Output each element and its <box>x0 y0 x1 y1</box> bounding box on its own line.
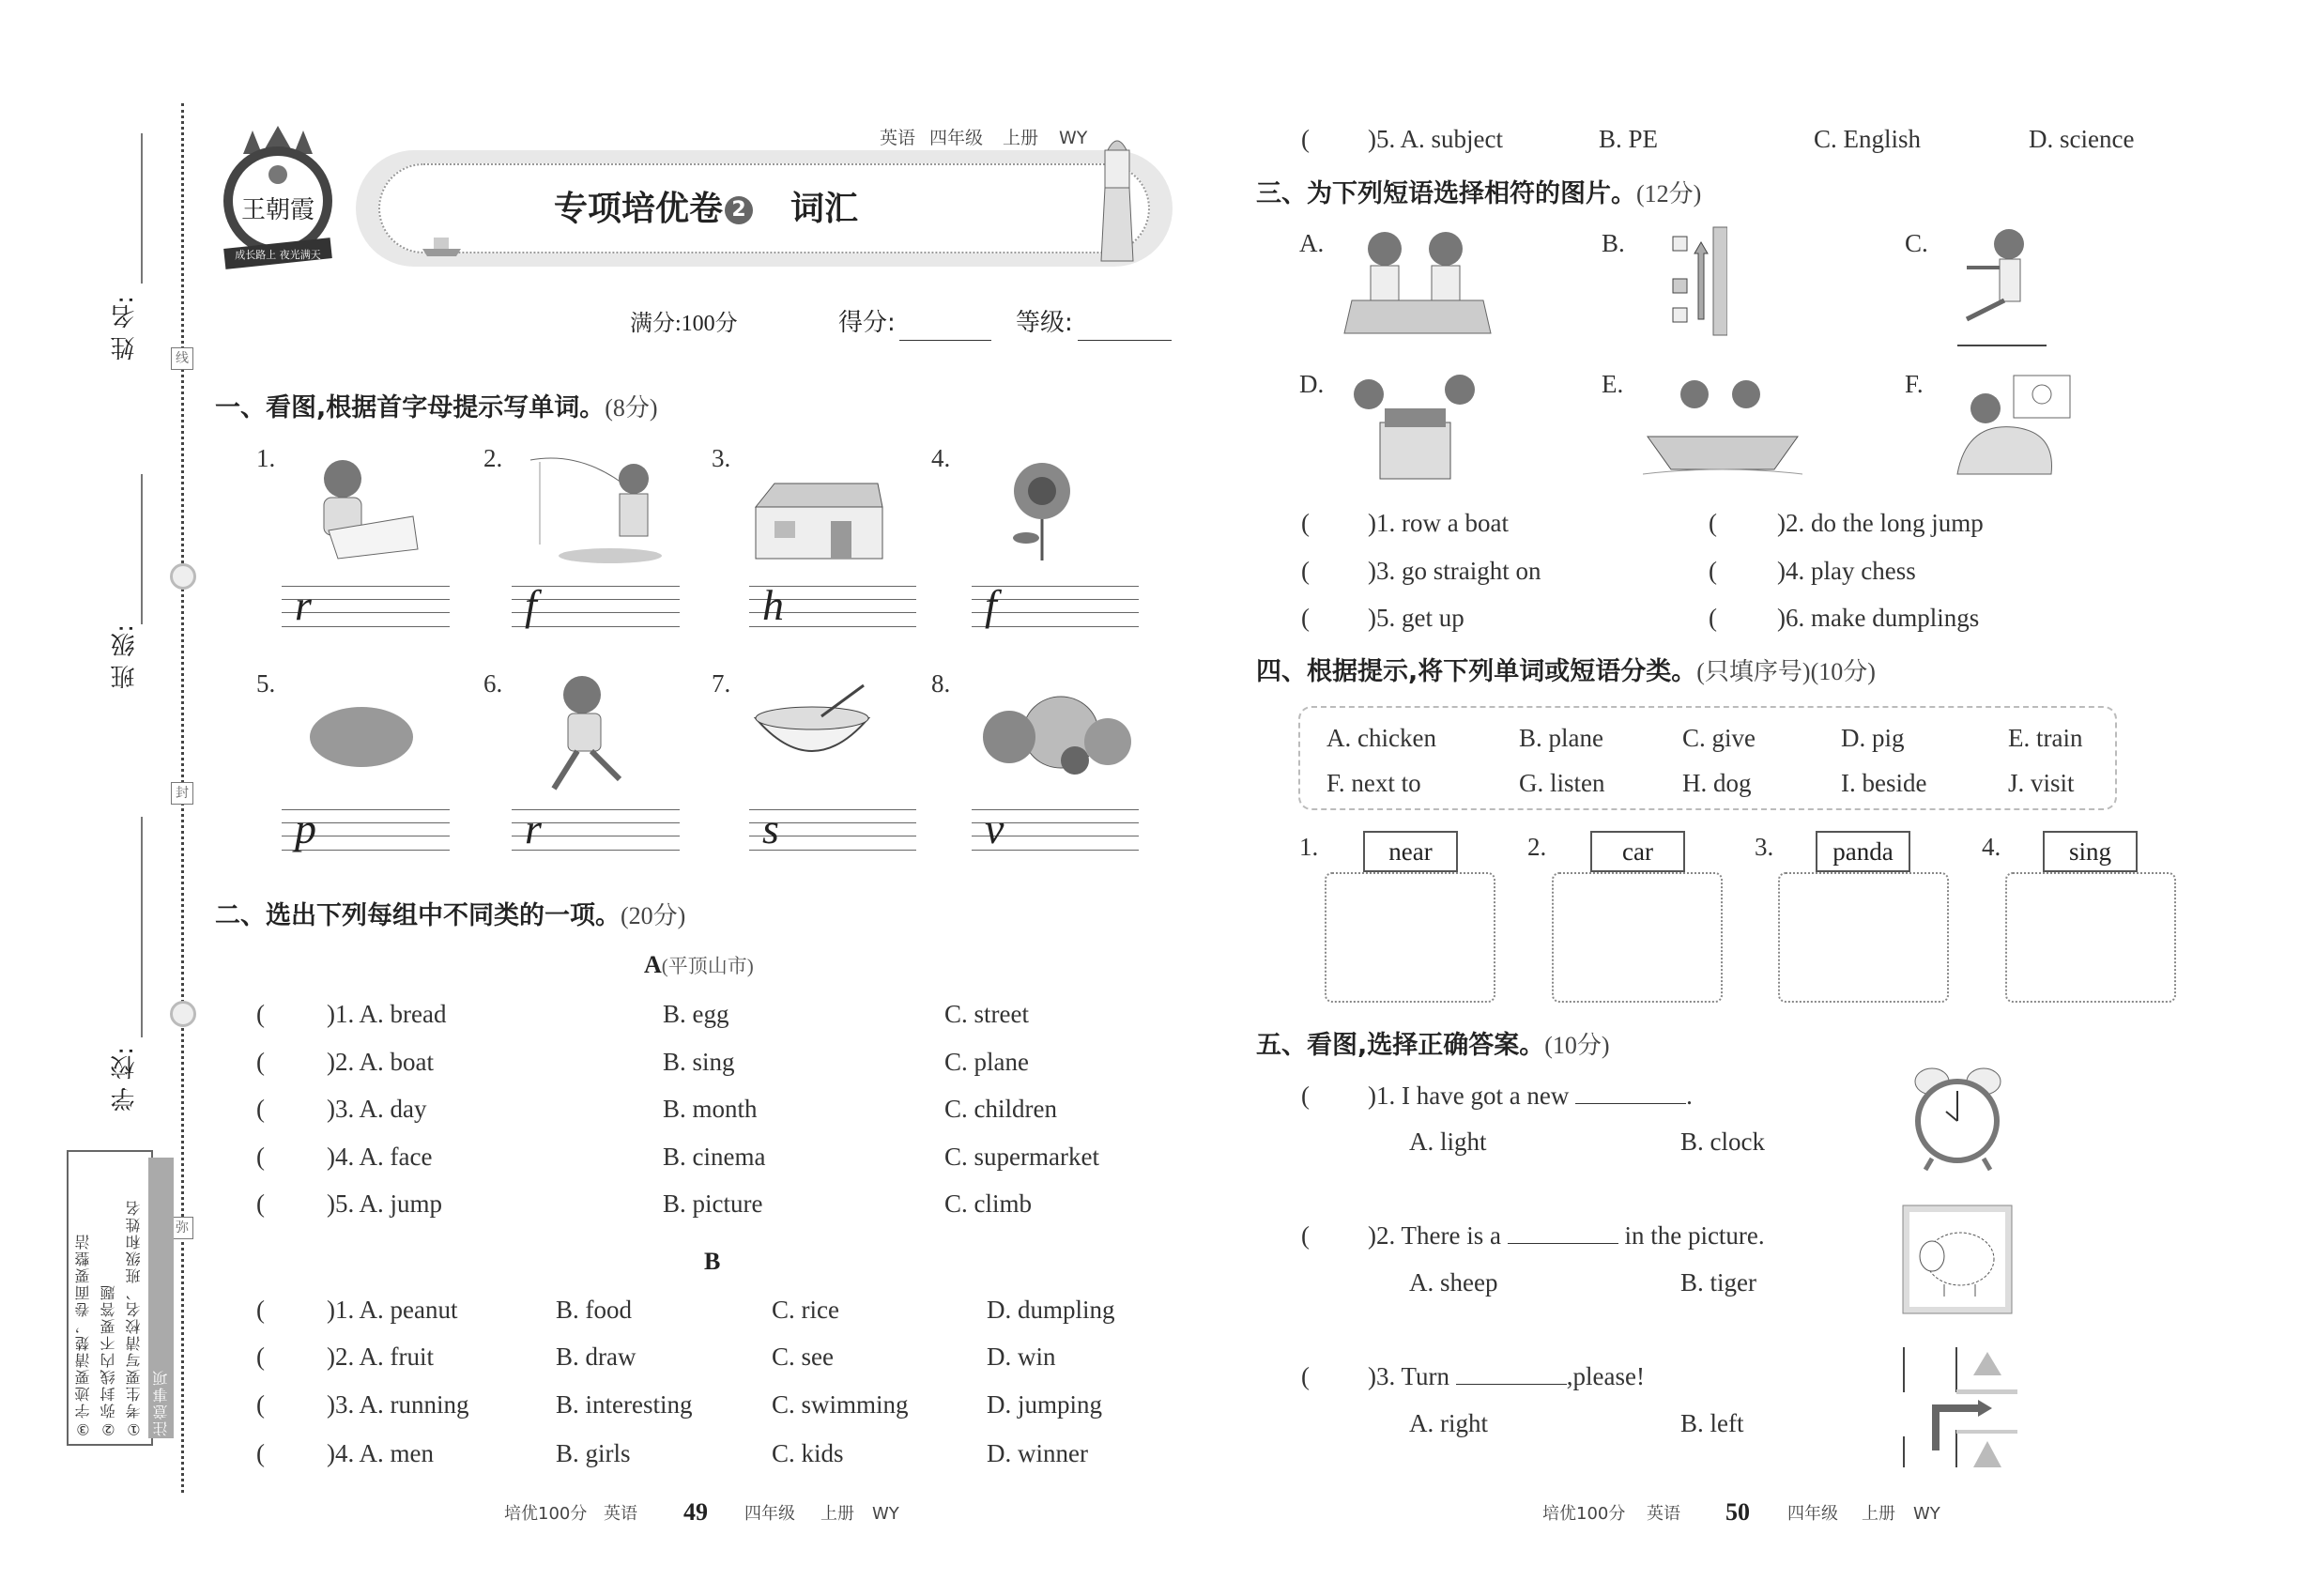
item-number: 3. <box>712 444 731 472</box>
option-c: C. swimming <box>772 1390 909 1419</box>
option-c: C. see <box>772 1343 834 1371</box>
category-number: 3. <box>1755 833 1774 861</box>
section-2-heading: 二、选出下列每组中不同类的一项。(20分) <box>215 901 686 930</box>
writing-line-6[interactable] <box>512 805 680 852</box>
answer-paren[interactable]: ( <box>1301 604 1310 632</box>
note-item: ①考生要写清校名、班级和姓名 <box>125 1199 143 1438</box>
boy-reading-picture <box>300 451 422 563</box>
answer-paren[interactable]: ( <box>256 1343 265 1371</box>
phrase-5: )5. get up <box>1368 604 1464 632</box>
answer-paren[interactable]: ( <box>256 1000 265 1028</box>
blank <box>1456 1365 1567 1385</box>
phrase-3: )3. go straight on <box>1368 557 1541 585</box>
publisher-logo <box>215 126 341 274</box>
option-a: A. sheep <box>1409 1268 1498 1297</box>
seal-circle-icon <box>170 1001 196 1027</box>
writing-line-7[interactable] <box>749 805 916 852</box>
footer-term: 上册 <box>820 1504 854 1524</box>
option-a: A. right <box>1409 1409 1488 1437</box>
alarm-clock-picture <box>1909 1065 2007 1173</box>
footer-grade: 四年级 <box>744 1504 795 1524</box>
hint-letter: p <box>295 805 316 852</box>
writing-line-1[interactable] <box>282 581 450 629</box>
boy-fishing-picture <box>526 451 667 568</box>
option-b: B. picture <box>663 1189 763 1218</box>
item-number: 5. <box>256 669 276 698</box>
answer-paren[interactable]: ( <box>1301 1221 1310 1250</box>
word-option: I. beside <box>1841 769 1927 797</box>
title-topic: 词汇 <box>790 190 859 228</box>
turn-right-map-picture <box>1898 1347 2017 1469</box>
section-3-heading: 三、为下列短语选择相符的图片。(12分) <box>1256 179 1702 208</box>
score-label: 得分: <box>838 309 896 337</box>
blank <box>1575 1084 1686 1104</box>
group-a-label: A(平顶山市) <box>644 951 754 978</box>
word-option: F. next to <box>1326 769 1421 797</box>
category-number: 4. <box>1982 833 2001 861</box>
tag-grade: 四年级 <box>929 128 984 148</box>
option-b: B. PE <box>1599 125 1659 153</box>
word-option: A. chicken <box>1326 724 1436 752</box>
school-field[interactable] <box>141 817 143 1037</box>
footer-subject: 英语 <box>604 1504 637 1524</box>
option-c: C. children <box>944 1095 1057 1123</box>
category-label: sing <box>2043 831 2138 872</box>
option-b: B. egg <box>663 1000 729 1028</box>
category-answer-box-1[interactable] <box>1325 872 1495 1003</box>
item-number: 6. <box>483 669 503 698</box>
svg-text:成长路上 夜光满天: 成长路上 夜光满天 <box>235 249 321 261</box>
question-a-3: )3. A. day <box>327 1095 427 1123</box>
vegetables-picture <box>972 681 1141 779</box>
option-c: C. street <box>944 1000 1029 1028</box>
notes-title: 注意事项 <box>148 1158 174 1438</box>
lighthouse-icon <box>1084 131 1150 263</box>
long-jump-picture <box>1948 225 2051 347</box>
option-c: C. English <box>1814 125 1922 153</box>
option-d: D. win <box>987 1343 1056 1371</box>
writing-line-2[interactable] <box>512 581 680 629</box>
footer-subject: 英语 <box>1647 1504 1680 1524</box>
score-field[interactable] <box>899 340 991 341</box>
ship-icon <box>421 230 463 258</box>
section-5-heading: 五、看图,选择正确答案。(10分) <box>1256 1031 1610 1060</box>
tag-subject: 英语 <box>880 128 916 148</box>
word-option: C. give <box>1682 724 1756 752</box>
phrase-2: )2. do the long jump <box>1777 509 1984 537</box>
writing-line-5[interactable] <box>282 805 450 852</box>
page-number: 49 <box>683 1498 708 1526</box>
seal-char-xian: 线 <box>171 347 193 370</box>
name-field[interactable] <box>141 133 143 284</box>
writing-line-3[interactable] <box>749 581 916 629</box>
note-item: ③字迹要清楚，卷面要整洁 <box>74 1233 92 1438</box>
sheep-picture <box>1902 1205 2013 1314</box>
option-b: B. left <box>1680 1409 1744 1437</box>
question-a-4: )4. A. face <box>327 1143 433 1171</box>
page-title <box>554 192 858 226</box>
potato-picture <box>305 699 418 775</box>
option-d: D. dumpling <box>987 1296 1115 1324</box>
go-straight-picture <box>1671 225 1727 338</box>
category-label: near <box>1363 831 1458 872</box>
tag-edition: WY <box>1059 128 1088 148</box>
option-b: B. clock <box>1680 1128 1765 1156</box>
getting-up-picture <box>1948 371 2075 479</box>
option-d: D. winner <box>987 1439 1088 1467</box>
question-b-3: )3. A. running <box>327 1390 469 1419</box>
answer-paren[interactable]: ( <box>256 1439 265 1467</box>
seal-char-mi: 弥 <box>171 1217 193 1239</box>
svg-text:王朝霞: 王朝霞 <box>240 196 315 224</box>
word-option: B. plane <box>1519 724 1603 752</box>
question-b-1: )1. A. peanut <box>327 1296 458 1324</box>
footer-edition: WY <box>872 1504 899 1524</box>
word-option: J. visit <box>2008 769 2075 797</box>
option-b: B. tiger <box>1680 1268 1756 1297</box>
option-d: D. jumping <box>987 1390 1103 1419</box>
playing-chess-picture <box>1342 371 1483 483</box>
item-number: 4. <box>931 444 951 472</box>
making-dumplings-picture <box>1342 225 1493 338</box>
hint-letter: h <box>762 581 784 629</box>
hint-letter: s <box>762 805 779 852</box>
category-answer-box-2[interactable] <box>1552 872 1723 1003</box>
soup-picture <box>751 681 873 770</box>
footer-edition: WY <box>1913 1504 1940 1524</box>
hint-letter: r <box>525 805 542 852</box>
option-b: B. food <box>556 1296 632 1324</box>
picture-label: E. <box>1602 370 1624 398</box>
name-label: 姓 名: <box>111 296 139 361</box>
question-b-4: )4. A. men <box>327 1439 434 1467</box>
answer-paren[interactable]: ( <box>256 1143 265 1171</box>
option-a: A. light <box>1409 1128 1487 1156</box>
category-answer-box-4[interactable] <box>2005 872 2176 1003</box>
boy-running-picture <box>535 671 638 798</box>
answer-paren[interactable]: ( <box>256 1048 265 1076</box>
answer-paren[interactable]: ( <box>1709 604 1717 632</box>
option-c: C. climb <box>944 1189 1032 1218</box>
word-option: H. dog <box>1682 769 1752 797</box>
blank <box>1508 1224 1618 1244</box>
item-number: 1. <box>256 444 276 472</box>
item-number: 8. <box>931 669 951 698</box>
footer-term: 上册 <box>1862 1504 1895 1524</box>
option-b: B. interesting <box>556 1390 693 1419</box>
tag-term: 上册 <box>1003 128 1039 148</box>
writing-line-4[interactable] <box>972 581 1139 629</box>
title-text: 专项培优卷 <box>554 190 724 228</box>
group-b-label: B <box>704 1248 721 1275</box>
question-a-5: )5. A. jump <box>327 1189 443 1218</box>
question-b-5: )5. A. subject <box>1368 125 1503 153</box>
exam-notes <box>67 1150 170 1446</box>
option-b: B. sing <box>663 1048 735 1076</box>
hint-letter: v <box>985 805 1004 852</box>
question-5-3: )3. Turn ,please! <box>1368 1362 1645 1390</box>
category-number: 2. <box>1527 833 1547 861</box>
option-b: B. month <box>663 1095 758 1123</box>
picture-label: C. <box>1905 229 1928 257</box>
house-picture <box>746 479 887 563</box>
answer-paren[interactable]: ( <box>1301 1362 1310 1390</box>
seal-circle-icon <box>170 563 196 590</box>
full-score: 满分:100分 <box>630 312 738 336</box>
footer-book: 培优100分 <box>504 1504 588 1524</box>
phrase-6: )6. make dumplings <box>1777 604 1980 632</box>
answer-paren[interactable]: ( <box>256 1296 265 1324</box>
item-number: 2. <box>483 444 503 472</box>
section-4-heading: 四、根据提示,将下列单词或短语分类。(只填序号)(10分) <box>1256 657 1876 686</box>
seal-char-feng: 封 <box>171 782 193 805</box>
phrase-1: )1. row a boat <box>1368 509 1509 537</box>
picture-label: F. <box>1905 370 1924 398</box>
category-number: 1. <box>1299 833 1319 861</box>
answer-paren[interactable]: ( <box>1301 1082 1310 1110</box>
grade-field[interactable] <box>1078 340 1172 341</box>
hint-letter: r <box>295 581 312 629</box>
note-item: ②弥封线内不要答题 <box>100 1283 117 1438</box>
word-option: D. pig <box>1841 724 1905 752</box>
option-b: B. girls <box>556 1439 631 1467</box>
answer-paren[interactable]: ( <box>256 1095 265 1123</box>
answer-paren[interactable]: ( <box>256 1390 265 1419</box>
answer-paren[interactable]: ( <box>1709 509 1717 537</box>
class-field[interactable] <box>141 474 143 624</box>
answer-paren[interactable]: ( <box>1301 557 1310 585</box>
class-label: 班 级: <box>111 624 139 690</box>
flower-picture <box>1000 455 1084 563</box>
category-answer-box-3[interactable] <box>1778 872 1949 1003</box>
question-b-2: )2. A. fruit <box>327 1343 434 1371</box>
title-number-badge: 2 <box>725 196 753 224</box>
option-c: C. kids <box>772 1439 844 1467</box>
option-b: B. cinema <box>663 1143 766 1171</box>
answer-paren[interactable]: ( <box>1709 557 1717 585</box>
category-label: panda <box>1816 831 1910 872</box>
hint-letter: f <box>985 581 997 629</box>
footer-grade: 四年级 <box>1787 1504 1838 1524</box>
picture-label: D. <box>1299 370 1325 398</box>
question-a-2: )2. A. boat <box>327 1048 434 1076</box>
option-b: B. draw <box>556 1343 636 1371</box>
option-c: C. rice <box>772 1296 839 1324</box>
item-number: 7. <box>712 669 731 698</box>
answer-paren[interactable]: ( <box>256 1189 265 1218</box>
grade-label: 等级: <box>1016 309 1073 337</box>
page-number: 50 <box>1725 1498 1750 1526</box>
question-5-2: )2. There is a in the picture. <box>1368 1221 1765 1250</box>
option-c: C. plane <box>944 1048 1029 1076</box>
question-a-1: )1. A. bread <box>327 1000 447 1028</box>
answer-paren[interactable]: ( <box>1301 509 1310 537</box>
word-option: E. train <box>2008 724 2083 752</box>
option-c: C. supermarket <box>944 1143 1099 1171</box>
rowing-boat-picture <box>1643 371 1802 479</box>
hint-letter: f <box>525 581 537 629</box>
option-d: D. science <box>2029 125 2135 153</box>
phrase-4: )4. play chess <box>1777 557 1916 585</box>
writing-line-8[interactable] <box>972 805 1139 852</box>
picture-label: B. <box>1602 229 1625 257</box>
school-label: 学 校: <box>111 1047 139 1113</box>
category-label: car <box>1590 831 1685 872</box>
footer-book: 培优100分 <box>1542 1504 1626 1524</box>
word-option: G. listen <box>1519 769 1605 797</box>
question-5-1: )1. I have got a new . <box>1368 1082 1693 1110</box>
answer-paren[interactable]: ( <box>1301 125 1310 153</box>
picture-label: A. <box>1299 229 1325 257</box>
section-1-heading: 一、看图,根据首字母提示写单词。(8分) <box>215 393 658 422</box>
